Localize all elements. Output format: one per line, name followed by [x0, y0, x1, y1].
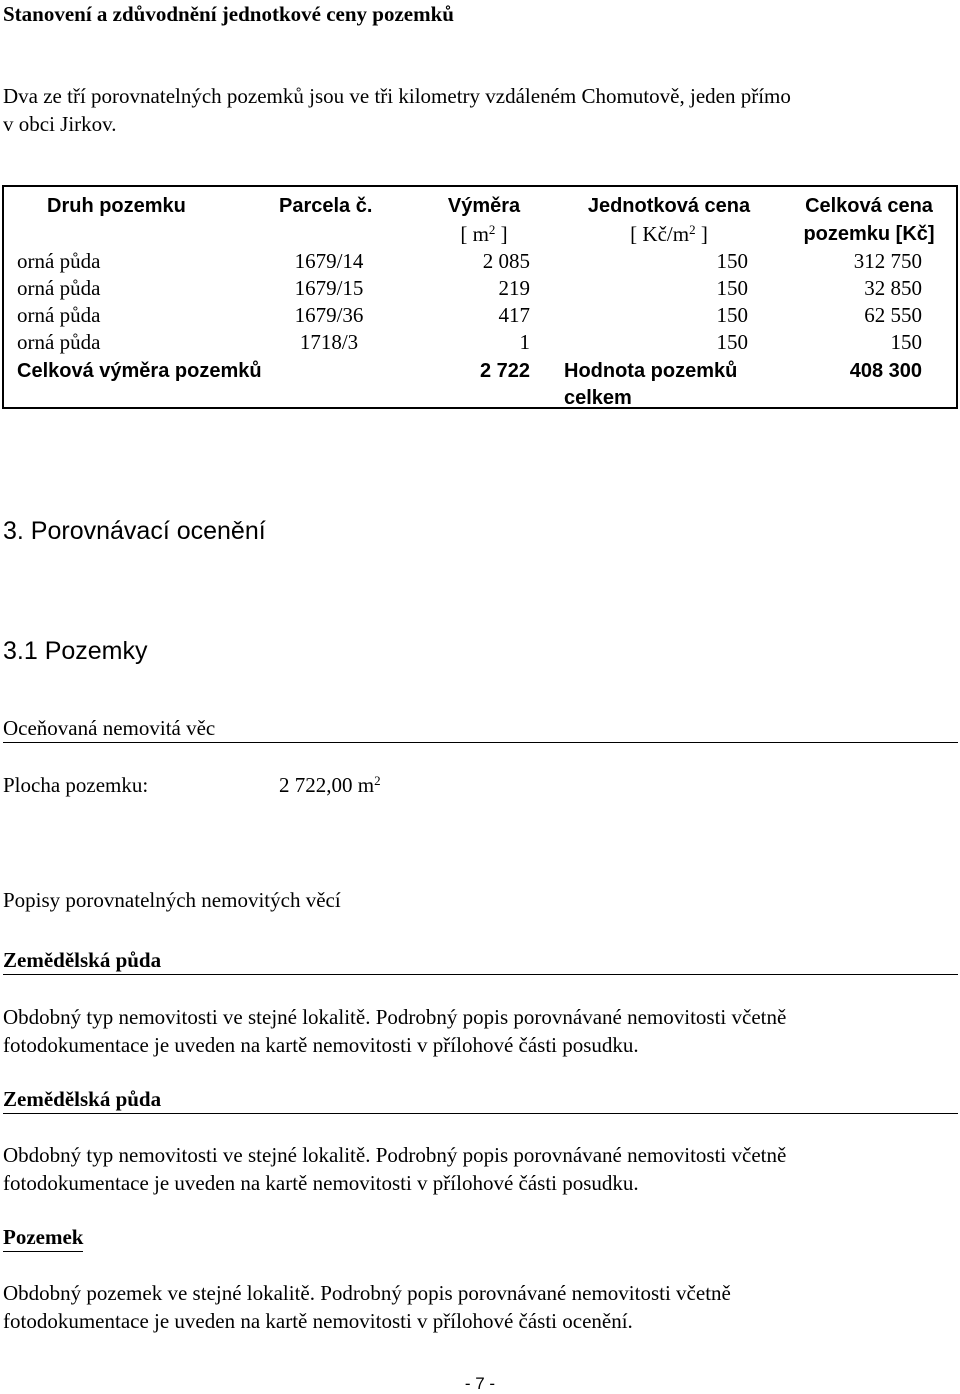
comparables-heading: Popisy porovnatelných nemovitých věcí	[3, 888, 341, 912]
header-celkova-unit: pozemku [Kč]	[803, 223, 935, 245]
header-jednotkova-cena: Jednotková cena	[587, 195, 751, 217]
header-parcela: Parcela č.	[279, 195, 373, 217]
row-1-druh: orná půda	[17, 249, 101, 273]
row-2-druh: orná půda	[17, 276, 101, 300]
land-price-table	[2, 185, 958, 409]
total-hodnota-label: Hodnota pozemků	[564, 360, 738, 382]
comparable-2-title	[3, 1085, 958, 1114]
row-4-parcela: 1718/3	[299, 330, 359, 354]
intro-line-1: Dva ze tří porovnatelných pozemků jsou ve tři kilometry vzdáleném Chomutově, jeden přímo	[3, 84, 791, 108]
plocha-value: 2 722,00 $m^2$	[279, 773, 381, 797]
row-2-jednotkova: 150	[716, 276, 748, 300]
page-heading: Stanovení a zdůvodnění jednotkové ceny pozemků	[3, 2, 454, 26]
total-celkova: 408 300	[849, 360, 922, 382]
total-label: Celková výměra pozemků	[17, 360, 262, 382]
row-3-druh: orná půda	[17, 303, 101, 327]
intro-line-2: v obci Jirkov.	[3, 112, 117, 136]
subject-heading-text: Oceňovaná nemovitá věc	[3, 716, 216, 740]
header-celkova-cena: Celková cena	[805, 195, 933, 217]
row-1-jednotkova: 150	[716, 249, 748, 273]
comparable-1-title-text: Zemědělská půda	[3, 948, 162, 972]
header-vymera: Výměra	[447, 195, 521, 217]
section-3-heading: 3. Porovnávací ocenění	[3, 517, 266, 545]
comparable-2-line-2: fotodokumentace je uveden na kartě nemovitosti v přílohové části posudku.	[3, 1171, 639, 1195]
total-vymera: 2 722	[479, 360, 530, 382]
page-number: - 7 -	[464, 1374, 496, 1393]
comparable-1-line-1: Obdobný typ nemovitosti ve stejné lokalitě. Podrobný popis porovnávané nemovitosti včetně	[3, 1005, 787, 1029]
plocha-label: Plocha pozemku:	[3, 773, 149, 797]
header-druh: Druh pozemku	[47, 195, 186, 217]
subject-heading	[3, 714, 958, 743]
row-1-vymera: 2 085	[482, 249, 530, 273]
row-2-celkova: 32 850	[864, 276, 922, 300]
row-4-druh: orná půda	[17, 330, 101, 354]
comparable-2-line-1: Obdobný typ nemovitosti ve stejné lokalitě. Podrobný popis porovnávané nemovitosti včetně	[3, 1143, 787, 1167]
section-3-1-heading: 3.1 Pozemky	[3, 637, 148, 665]
row-3-celkova: 62 550	[864, 303, 922, 327]
comparable-1-line-2: fotodokumentace je uveden na kartě nemovitosti v přílohové části posudku.	[3, 1033, 639, 1057]
row-4-jednotkova: 150	[716, 330, 748, 354]
comparable-2-title-text: Zemědělská půda	[3, 1087, 162, 1111]
row-4-celkova: 150	[890, 330, 922, 354]
row-2-vymera: 219	[498, 276, 530, 300]
row-4-vymera: 1	[519, 330, 530, 354]
row-3-vymera: 417	[498, 303, 530, 327]
row-1-parcela: 1679/14	[294, 249, 364, 273]
row-1-celkova: 312 750	[853, 249, 922, 273]
total-hodnota-label-2: celkem	[564, 387, 632, 409]
comparable-3-line-2: fotodokumentace je uveden na kartě nemovitosti v přílohové části ocenění.	[3, 1309, 633, 1333]
row-3-parcela: 1679/36	[294, 303, 364, 327]
row-3-jednotkova: 150	[716, 303, 748, 327]
header-jednotkova-unit: [ $Kč/m^2$ ]	[630, 222, 708, 246]
row-2-parcela: 1679/15	[294, 276, 364, 300]
comparable-1-title	[3, 946, 958, 975]
comparable-3-line-1: Obdobný pozemek ve stejné lokalitě. Podrobný popis porovnávané nemovitosti včetně	[3, 1281, 731, 1305]
comparable-3-title: Pozemek	[3, 1223, 83, 1252]
header-vymera-unit: [ $m^2$ ]	[460, 222, 508, 246]
